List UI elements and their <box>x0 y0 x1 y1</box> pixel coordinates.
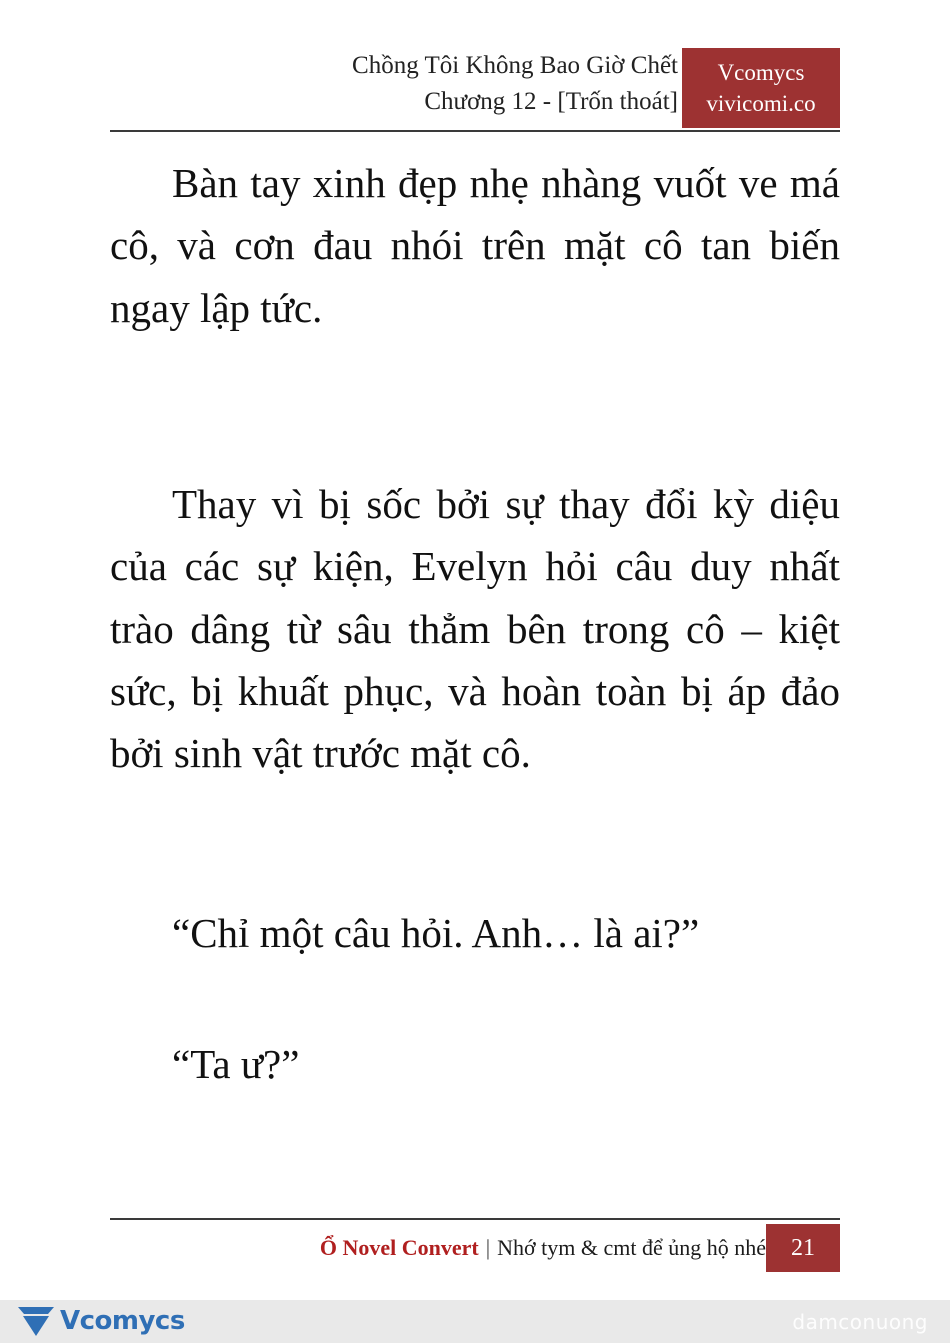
paragraph-spacer <box>110 833 840 903</box>
site-badge-name: Vcomycs <box>717 59 805 85</box>
page-header <box>110 48 840 128</box>
paragraph-spacer <box>110 387 840 473</box>
dialogue-line: “Chỉ một câu hỏi. Anh… là ai?” <box>172 909 700 956</box>
site-badge-url: vivicomi.co <box>706 91 816 116</box>
book-title: Chồng Tôi Không Bao Giờ Chết <box>352 52 678 79</box>
vcomycs-logo <box>18 1305 185 1337</box>
footer-note: Nhớ tym & cmt để ủng hộ nhé <box>497 1235 766 1260</box>
header-title-block <box>352 48 678 119</box>
page-footer <box>110 1224 840 1272</box>
paragraph: Thay vì bị sốc bởi sự thay đổi kỳ diệu của các sự kiện, Evelyn hỏi câu duy nhất trào dâng từ sâu thẳm bên trong cô – kiệt sức, bị khuất phục, và hoàn toàn bị áp đảo bởi sinh vật trước mặt cô. <box>110 480 840 777</box>
footer-credit <box>320 1224 766 1272</box>
dialogue-line: “Ta ư?” <box>172 1041 300 1087</box>
page-content <box>110 152 840 1202</box>
page-number-badge: 21 <box>766 1224 840 1272</box>
header-divider <box>110 130 840 132</box>
paragraph-spacer <box>110 964 840 1034</box>
footer-divider <box>110 1218 840 1220</box>
footer-brand: Ổ Novel Convert <box>319 1235 479 1260</box>
footer-separator: | <box>485 1235 491 1260</box>
vcomycs-logo-text: Vcomycs <box>60 1306 185 1336</box>
site-badge <box>682 48 840 128</box>
v-logo-icon <box>18 1305 54 1337</box>
paragraph: Bàn tay xinh đẹp nhẹ nhàng vuốt ve má cô, và cơn đau nhói trên mặt cô tan biến ngay lập tức. <box>110 160 840 331</box>
chapter-title: Chương 12 - [Trốn thoát] <box>424 87 678 115</box>
bottom-right-watermark: damconuong <box>792 1310 928 1334</box>
